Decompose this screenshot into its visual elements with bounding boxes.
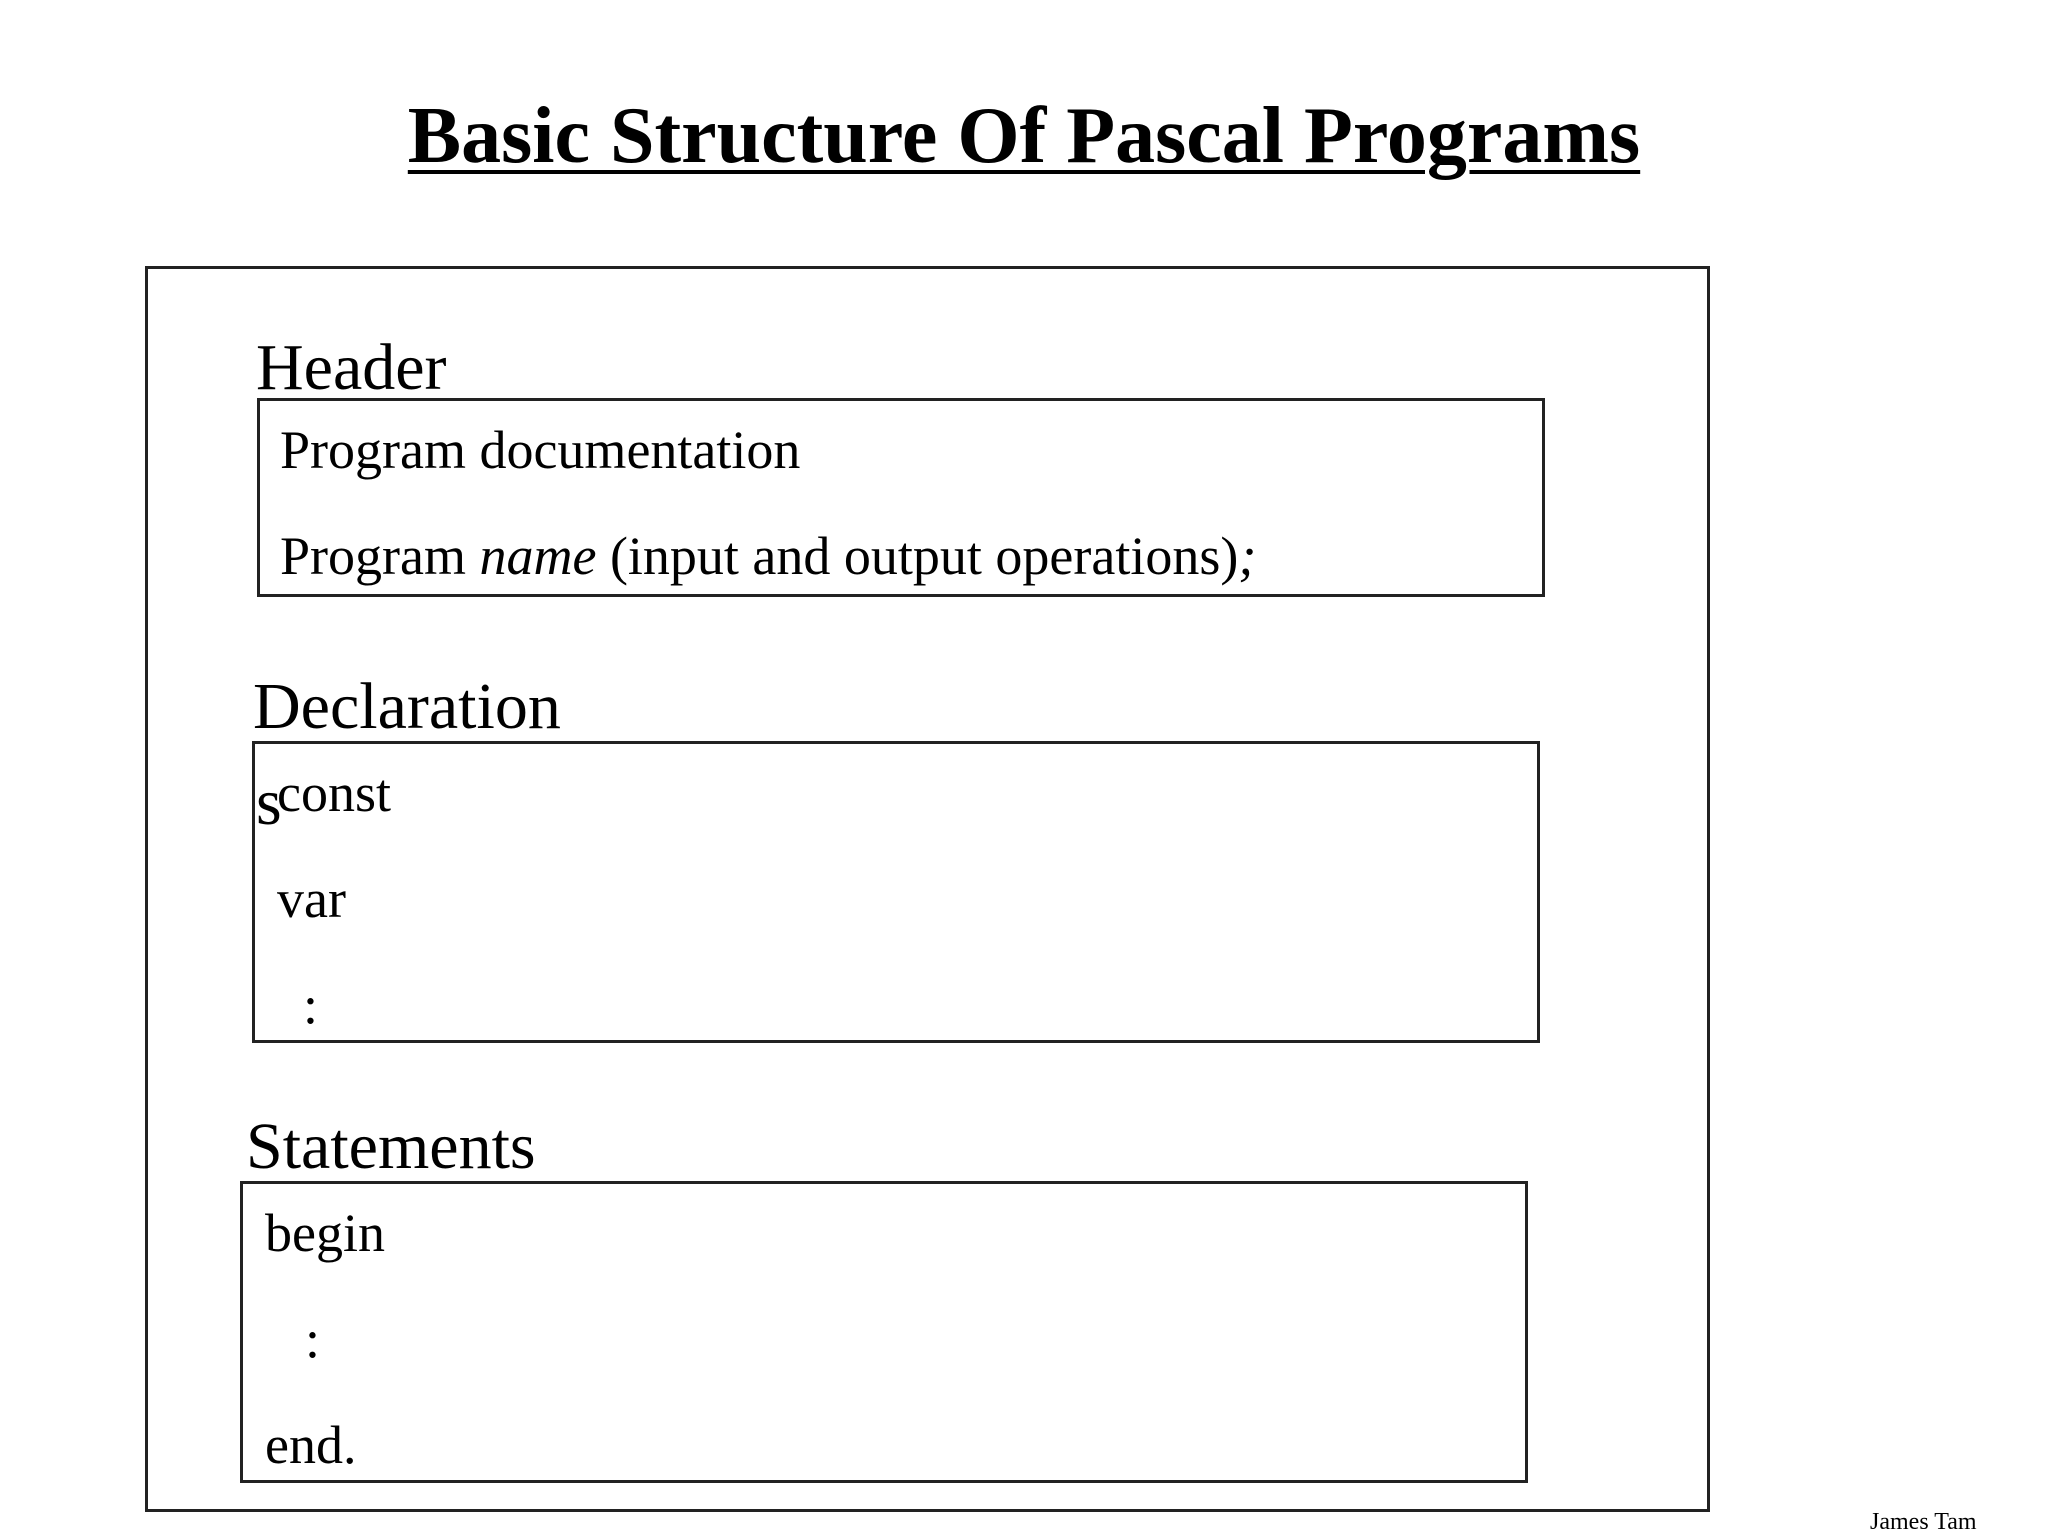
declaration-var-line: var — [277, 869, 346, 929]
statement-end-line: end. — [265, 1415, 357, 1475]
declarations-section-box — [252, 741, 1540, 1043]
author-credit: James Tam — [1870, 1509, 1977, 1535]
header-program-line — [280, 526, 1257, 586]
declaration-const-line: const — [277, 763, 391, 823]
statements-section-label: Statements — [246, 1110, 536, 1183]
declaration-ellipsis-line: : — [303, 975, 319, 1035]
header-documentation-line: Program documentation — [280, 420, 801, 480]
statement-begin-line: begin — [265, 1203, 385, 1263]
statement-ellipsis-line: : — [305, 1309, 321, 1369]
declarations-label-overflow-s: s — [256, 766, 282, 839]
slide-title: Basic Structure Of Pascal Programs — [407, 92, 1641, 180]
header-section-box — [257, 398, 1545, 597]
program-semicolon: ; — [1238, 526, 1257, 586]
statements-section-box — [240, 1181, 1528, 1483]
program-keyword: Program — [280, 526, 480, 586]
header-section-label: Header — [256, 331, 447, 404]
program-name-placeholder: name — [479, 526, 597, 586]
program-io-text: (input and output operations) — [596, 526, 1239, 586]
declarations-section-label: Declaration — [253, 670, 561, 743]
